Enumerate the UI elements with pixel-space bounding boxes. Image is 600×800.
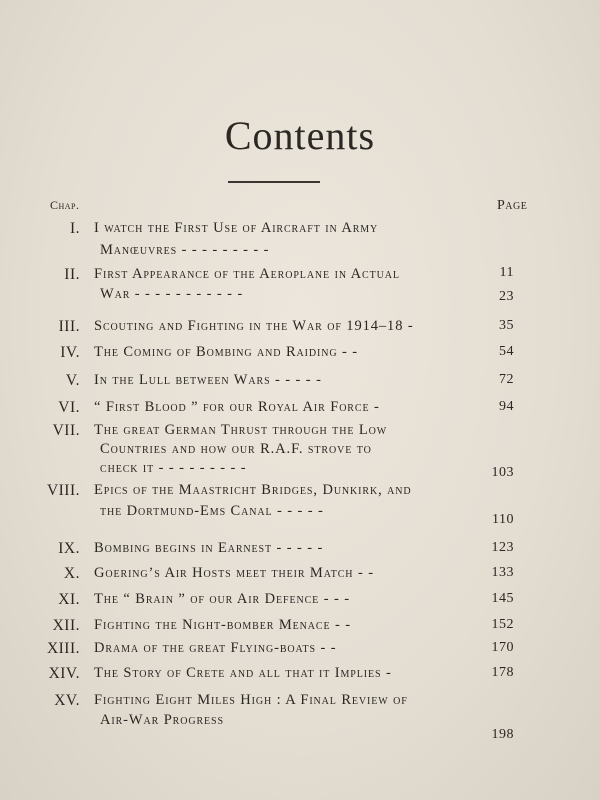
chapter-number: VII. (52, 422, 80, 439)
page-number: 94 (499, 399, 514, 414)
page-number: 178 (491, 665, 514, 680)
chapter-title-line: Manœuvres - - - - - - - - - (100, 242, 270, 258)
chapter-number: VIII. (46, 482, 80, 499)
chapter-title-line: The Story of Crete and all that it Implies - (94, 665, 392, 681)
chapter-title-line: Scouting and Fighting in the War of 1914–18 - (94, 318, 414, 334)
page-number: 23 (499, 289, 514, 304)
chapter-title-line: The great German Thrust through the Low (94, 422, 388, 438)
chapter-title-line: Air-War Progress (100, 712, 224, 728)
chapter-title-line: the Dortmund-Ems Canal - - - - - (100, 503, 324, 519)
page-column-header: Page (497, 198, 528, 213)
page-number: 110 (492, 512, 514, 527)
chapter-title-line: Epics of the Maastricht Bridges, Dunkirk, and (94, 482, 412, 498)
page-number: 123 (491, 540, 514, 555)
chapter-title-line: First Appearance of the Aeroplane in Actual (94, 266, 400, 282)
chapter-number: XV. (54, 692, 80, 709)
chapter-title-line: Countries and how our R.A.F. strove to (100, 441, 372, 457)
chapter-number: II. (64, 266, 80, 283)
chapter-title-line: Bombing begins in Earnest - - - - - (94, 540, 324, 556)
chapter-number: III. (58, 318, 80, 335)
chapter-number: IV. (60, 344, 80, 361)
chapter-title-line: Fighting the Night-bomber Menace - - (94, 617, 351, 633)
chapter-title-line: War - - - - - - - - - - - (100, 286, 244, 302)
page-number: 11 (499, 265, 514, 280)
chapter-title-line: The Coming of Bombing and Raiding - - (94, 344, 358, 360)
page-number: 72 (499, 372, 514, 387)
chapter-column-header: Chap. (50, 198, 80, 212)
chapter-number: IX. (58, 540, 80, 557)
page-number: 54 (499, 344, 514, 359)
chapter-title-line: I watch the First Use of Aircraft in Army (94, 220, 379, 236)
page-number: 152 (491, 617, 514, 632)
chapter-number: VI. (58, 399, 80, 416)
chapter-title-line: “ First Blood ” for our Royal Air Force - (94, 399, 380, 415)
chapter-number: X. (63, 565, 80, 582)
chapter-number: XII. (52, 617, 80, 634)
chapter-title-line: Fighting Eight Miles High : A Final Review of (94, 692, 408, 708)
chapter-number: V. (65, 372, 80, 389)
chapter-number: XIII. (46, 640, 80, 657)
page-number: 170 (491, 640, 514, 655)
chapter-number: XIV. (48, 665, 80, 682)
chapter-number: I. (69, 220, 80, 237)
page-number: 145 (491, 591, 514, 606)
chapter-title-line: Drama of the great Flying-boats - - (94, 640, 337, 656)
chapter-title-line: Goering’s Air Hosts meet their Match - - (94, 565, 374, 581)
page-number: 35 (499, 318, 514, 333)
page-title: Contents (224, 113, 376, 158)
page-number: 103 (491, 465, 514, 480)
chapter-title-line: The “ Brain ” of our Air Defence - - - (94, 591, 350, 607)
page-number: 198 (491, 727, 514, 742)
chapter-title-line: In the Lull between Wars - - - - - (94, 372, 322, 388)
chapter-title-line: check it - - - - - - - - - (100, 460, 247, 476)
title-rule (228, 181, 320, 183)
page-number: 133 (491, 565, 514, 580)
chapter-number: XI. (58, 591, 80, 608)
